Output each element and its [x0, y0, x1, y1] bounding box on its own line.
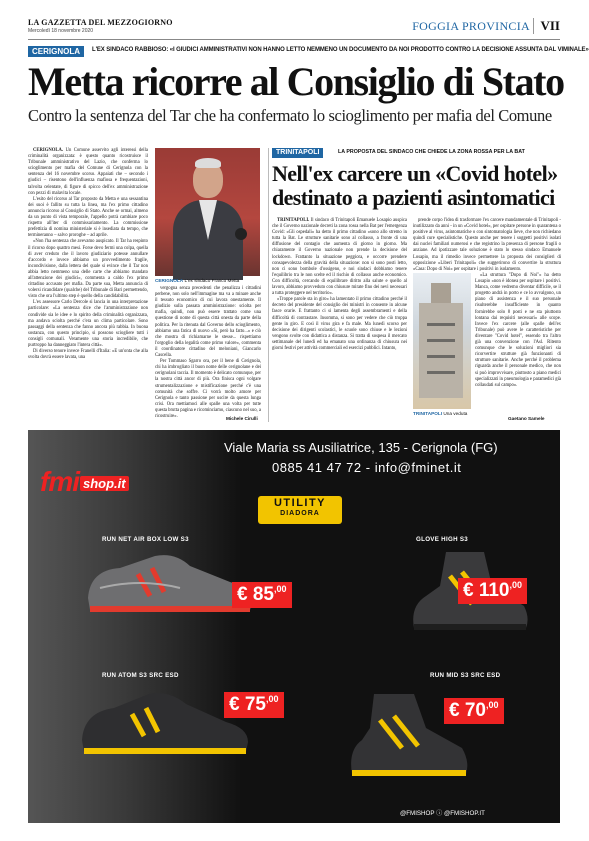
paragraph: L'esito del ricorso al Tar proposto da Metta e una sessantina dei suoi è fallito su tutta la linea, ma l'ex primo cittadino annuncia ricorso al Consiglio di Stato. Anche se ormai, almeno da un punto di vista temporale, l'appello potrà cambiare poco rispetto all'iter di commissariamento. La commissione prefettizia di nomina ministeriale si è insediata da tempo, che termineranno – salvo proroghe – ad aprile.	[28, 196, 148, 239]
side-article-column-1	[272, 218, 407, 422]
product-name: RUN MID S3 SRC ESD	[430, 672, 501, 679]
paragraph: vergogna senza precedenti che penalizza i cittadini perbene, non solo nell'immagine ma va a minare anche il tessuto economico di cui lavora onestamente. Il giudizio sulla passata amministrazione: sciolta per mafia, quindi, non può essere trattato come una questione di nome di questa città onesta da parte della politica. Per la ritenuta dal Governo dello scioglimento, abbiamo una fatica di nuovo «Si, però ha fatto...» e ciò che mostra di richiamarne le stesse... rispettiamo l'orgoglio della legalità come primo valore», commenta il coordinatore cittadino del meloniani, Giancarlo Cascella.	[155, 286, 261, 359]
photo-trinitapoli	[413, 273, 471, 409]
dateline: CERIGNOLA.	[33, 148, 64, 153]
main-kicker-tag: CERIGNOLA	[28, 46, 84, 57]
section-name: FOGGIA PROVINCIA	[412, 19, 530, 33]
side-kicker-text: LA PROPOSTA DEL SINDACO CHE CHIEDE LA ZONA ROSSA PER LA BAT	[338, 149, 525, 155]
photo-caption: TRINITAPOLI Una veduta	[413, 411, 468, 416]
brand-logo: UTILITY DIADORA	[258, 496, 342, 524]
page-number: VII	[533, 18, 560, 34]
product-name: RUN NET AIR BOX LOW S3	[102, 536, 189, 543]
paragraph: «Non l'ha sentenza che avevamo auspicato. Il Tar ha respinto il ricorso dopo quattro mesi. Forse devo fermi una colpa, quella di aver creduto che il lavoro giudiziario potesse annullare d'accordo e invece abbiamo un provvedimento fragile, incondivisione, dalla lettera del quale si evince che il Tar non abbia letto nemmeno una delle carte che abbiamo mandato all'attenzione dei giudici», commenta a caldo l'ex primo cittadino accusato per mafia. Da parte sua, Metta annuncia di volersi ricandidare (qualche) del Tribunale di Bari permettendo, visto che ora l'ultimo step è quello della candidabilità.	[28, 239, 148, 300]
store-address: Viale Maria ss Ausiliatrice, 135 - Cerignola (FG)	[224, 440, 498, 455]
main-kicker-text: L'EX SINDACO RABBIOSO: «I GIUDICI AMMINISTRATIVI NON HANNO LETTO NEMMENO UN DOCUMENTO DA NOI PRODOTTO CONTRO LA DECISIONE ASSUNTA DAL VIMINALE»	[92, 47, 589, 53]
main-headline: Metta ricorre al Consiglio di Stato	[28, 59, 564, 104]
fmi-shop-advertisement[interactable]	[28, 430, 560, 823]
photo-franco-metta	[155, 148, 260, 276]
paragraph: Di diverso tenore invece Franelli d'Italia: «E un'onta che alla svolta dovrà essere lavata, una	[28, 349, 148, 361]
product-price: € $75^{,00}$	[224, 692, 284, 718]
paper-name: LA GAZZETTA DEL MEZZOGIORNO	[28, 18, 173, 27]
column-divider	[268, 148, 269, 422]
photo-caption: CERIGNOLA L'ex sindaco Franco Metta	[155, 278, 240, 283]
microphone-icon	[235, 228, 247, 240]
fmi-shop-logo: fmi shop.it	[40, 466, 124, 506]
product-name: GLOVE HIGH S3	[416, 536, 469, 543]
masthead	[28, 18, 560, 40]
main-kicker	[28, 46, 589, 58]
side-article-column-2-bottom	[475, 273, 561, 415]
main-subheadline: Contro la sentenza del Tar che ha confermato lo scioglimento per mafia del Comune	[28, 106, 552, 125]
author-signature: Gaetano Samele	[508, 416, 545, 421]
side-headline: Nell'ex carcere un «Covid hotel» destinato a pazienti asintomatici	[272, 161, 558, 210]
product-price: € $110^{,00}$	[458, 578, 527, 604]
product-price: € $85^{,00}$	[232, 582, 292, 608]
paragraph: prende corpo l'idea di trasformare l'ex carcere mandamentale di Trinitapoli - inutilizzato da anni - in un «Covid hotel», per ospitare persone in quarantena o positive al virus, asintomatiche o con sintomatologia lieve, che non richiedano quindi cure specialistiche. Questo anche per tenere i soggetti positivi isolati dai nuclei familiari numerosi e che registrino la presenza di persone fragili o anziane. Ad ipotizzare tale soluzione è stato lo stesso sindaco Emanuele Losapio, ma il rimedio invece permettere la proposta dei consiglieri di opposizione «Liberi Trinitapoli» che suggerirono di convertire la struttura «Casa: Dopo di Noi» per ospitare i positivi in isolamento.	[413, 218, 561, 272]
paragraph: «La struttura "Dopo di Noi"» ha detto Losapio «non è idonea per ospitare i positivi. Manca, come vedremo diventar difficile, se il progetto andrà in porto e ce lo avvalgono, un piano di assistenza e il suo personale risulterebbe insufficiente in quanto fornirebbe solo 8 posti e ne sta piuttosto lontana dai requisiti necessari» alle scope. Invece l'ex carcere (alle spalle dell'ex Tribunale) può avere le caratteristiche per diventare "Covid hotel", essendo tra l'altro già una convenzione con l'Asl. Ritento comunque che le soluzioni migliori sia ricorvertire strutture già funzionanti di strutture sanitarie. Anche perché il problema riguarda anche il personale medico, che non si può improvvisare, piuttosto a piano medici specializzati in pneumologia e paramedici già collaudati sul campo».	[475, 273, 561, 388]
main-article-column-1	[28, 148, 148, 422]
paragraph: Il sindaco di Trinitapoli Emanuele Losapio auspica che il Governo nazionale decreti la zona rossa nella Bat per l'emergenza Covid: «Gli ospedali» ha detto il primo cittadino «sono allo stremo in tutta la Bat. Le strutture sanitarie sono al collasso, a fronte di una diffusione del contagio che aumenta di giorno in giorno. Ma chiaramente il Governo nazionale non prende la decisione del lockdown. Frattanto la situazione peggiora, e occorre prendere consapevolezza della gravità della situazione: non si sono posti letto, non ci sono bombole d'ossigeno, e noi sindaci dobbiamo tenere l'equilibrio tra le non scelte ed il rischio di collasso anche economico. Con difficoltà, cercando di equilibrare diritto alla salute e quello al lavoro, abbiamo provveduto con chiusure mirate fino dei nevi necessari a tutta proteggere nel territorio».	[272, 218, 408, 297]
author-signature: Michele Cirulli	[226, 416, 258, 421]
side-kicker-tag: TRINITAPOLI	[272, 148, 323, 158]
paper-date: Mercoledì 18 novembre 2020	[28, 28, 94, 34]
dateline: TRINITAPOLI.	[277, 218, 310, 223]
product-name: RUN ATOM S3 SRC ESD	[102, 672, 179, 679]
paragraph: «Troppe parole sta in giro» ha lamentato il primo cittadino perché il decreto del presidente del consiglio dei ministri in consente in alcune fasce orarie. E frattanto ci si lamenta degli assembramenti e della difficoltà di contrastare. Insomma, si sono per vedere che ciò troppa gente in giro. E così il virus gira e fa male. Ma lunedì scorso per decisione dei dirigenti scolastici, le scuole sono chiuse e le lezioni vengono svolte con didattica a distanza. Si tratta di sospesa il mercato settimanale del lunedì ed ha emanato una ordinanza di chiusura nei giorni festivi per attività commerciali ed esercizi pubblici. Intanto,	[272, 297, 407, 351]
paragraph: Per Tommaso Sgarro ora, per il bene di Cerignola, chi ha imbrogliato il buon nome delle cerignolane e dei cerignolani taccia. Il momento è delicato comunque, per la nostra città ancor di più. Ora finisca ogni volgare strumentalizzazione e mistificazione perché c'è una comunità che soffre. Ci vorrà molto amore per Cerignola e tanto passione per uscire da questa lunga crisi. Ora mettiamoci alle spalle una volta per tutte questa brutta pagina e ricominciamo, ciascuno nel suo, a ricostruire».	[155, 359, 261, 419]
paragraph: L'ex assessore Carlo Dercole si lancia in una interpretazione particolare: «La sentenza dice che l'amministrazione non condivide sia le idee e lo spirito della criminalità organizzata, ma andava sciolta perché c'era un clima particolare. Sono passaggi della sentenza che fanno ancora più rabbia. In buona sostanza, con questo principio, si possono sciogliere tutti i consigli comunali. Veramente una storia incredibile, che purtroppo ha danneggiato l'intera città».	[28, 300, 148, 348]
paragraph: Un Comune asservito agli interessi della criminalità organizzata: è questo quanto ricostruisce il Tribunale amministrativo del Lazio, che conferma lo scioglimento per mafia del Comune di Cerignola con la sentenza del 16 novembre scorso. Appaiati che – secondo i giudici – risentono dell'influenza mafiosa e frequentazioni, talvolta celentate, di figure di spicco dell'ex amministrazione con pezzi di malavita locale.	[28, 148, 148, 196]
store-contacts: 0885 41 47 72 - info@fminet.it	[272, 460, 462, 475]
product-price: € $70^{,00}$	[444, 698, 504, 724]
side-article-column-2-top	[413, 218, 561, 270]
social-handles[interactable]: @FMISHOP ⓘ @FMISHOP.IT	[400, 810, 485, 817]
